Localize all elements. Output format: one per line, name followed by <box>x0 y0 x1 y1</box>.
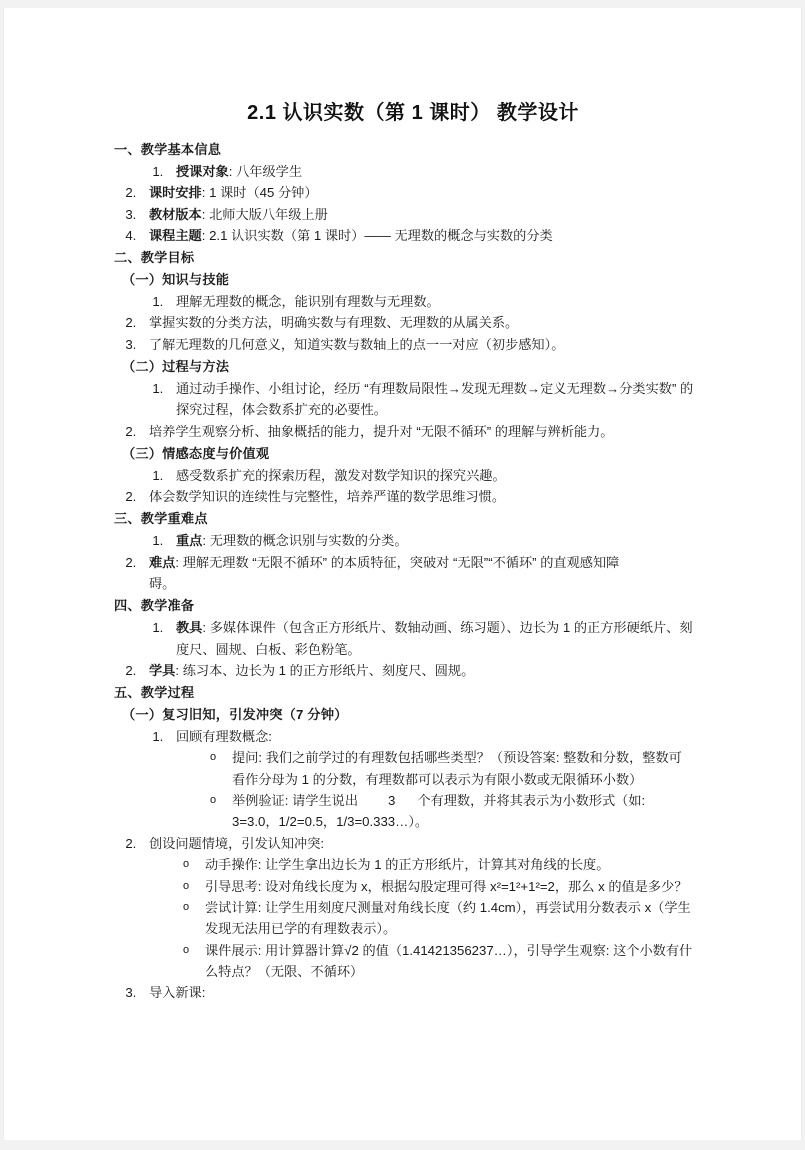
subitem-text-before: 举例验证: 请学生说出 <box>232 793 359 809</box>
sub-list-item <box>206 790 694 833</box>
item-label: 难点 <box>149 554 176 570</box>
list-item: 1. 通过动手操作、小组讨论，经历 “有理数局限性→发现无理数→定义无理数→分类实数” 的探究过程，体会数系扩充的必要性。 <box>167 378 694 421</box>
item-label: 授课对象 <box>176 163 229 179</box>
item-label: 课时安排 <box>149 185 202 201</box>
document-content <box>114 100 694 1004</box>
list-item <box>167 617 694 660</box>
list-preparation <box>114 617 694 681</box>
list-knowledge-skills <box>114 291 694 355</box>
subsection-heading-knowledge-skills: （一）知识与技能 <box>122 272 230 288</box>
list-item: 2. 体会数学知识的连续性与完整性，培养严谨的数学思维习惯。 <box>140 486 694 507</box>
list-item <box>140 660 694 681</box>
section-heading-teaching-process: 五、教学过程 <box>114 685 195 701</box>
subsection-heading-review: （一）复习旧知，引发冲突（7 分钟） <box>122 707 348 723</box>
sub-list-item: o 尝试计算: 让学生用刻度尺测量对角线长度（约 1.4cm），再尝试用分数表示 x（学生发现无法用已学的有理数表示）。 <box>179 897 694 940</box>
document-page <box>3 8 802 1140</box>
list-item <box>140 552 694 573</box>
subsection-heading-attitude-values: （三）情感态度与价值观 <box>122 445 270 461</box>
list-item: 1. 感受数系扩充的探索历程，激发对数学知识的探究兴趣。 <box>167 465 694 486</box>
list-attitude-values <box>114 465 694 508</box>
item-text: : 1 课时（45 分钟） <box>201 185 318 201</box>
list-item <box>140 833 694 983</box>
list-process-method <box>114 378 694 442</box>
item-text: 创设问题情境，引发认知冲突: <box>149 835 325 851</box>
section-heading-objectives: 二、教学目标 <box>114 250 195 266</box>
item-label: 课程主题 <box>149 227 202 243</box>
list-teaching-process <box>114 726 694 1004</box>
section-heading-key-points: 三、教学重难点 <box>114 511 208 527</box>
sub-list-item: o 引导思考: 设对角线长度为 x，根据勾股定理可得 x²=1²+1²=2，那么 x 的值是多少？ <box>179 876 694 897</box>
item-text: : 多媒体课件（包含正方形纸片、数轴动画、练习题）、边长为 1 的正方形硬纸片、刻度尺、圆规、白板、彩色粉笔。 <box>176 620 693 657</box>
subitem-blank-value: 3 <box>388 793 396 809</box>
item-continuation: 碍。 <box>149 576 176 592</box>
item-text: : 理解无理数 “无限不循环” 的本质特征，突破对 “无限”“不循环” 的直观感知障 <box>175 554 620 570</box>
item-text: : 无理数的概念识别与实数的分类。 <box>202 533 408 549</box>
item-label: 教材版本 <box>149 206 202 222</box>
item-text: : 北师大版八年级上册 <box>201 206 328 222</box>
list-item <box>167 161 694 182</box>
section-heading-basic-info: 一、教学基本信息 <box>114 142 222 157</box>
item-text: : 八年级学生 <box>228 163 303 179</box>
subsection-heading-process-method: （二）过程与方法 <box>122 359 230 375</box>
sublist-problem-situation <box>149 854 694 982</box>
item-text: : 2.1 认识实数（第 1 课时）—— 无理数的概念与实数的分类 <box>201 227 553 243</box>
item-label: 教具 <box>176 620 203 636</box>
list-item <box>140 204 694 225</box>
sub-list-item: o 提问: 我们之前学过的有理数包括哪些类型？（预设答案: 整数和分数，整数可看作分母为 1 的分数，有理数都可以表示为有限小数或无限循环小数） <box>206 747 694 790</box>
list-item: 3. 了解无理数的几何意义，知道实数与数轴上的点一一对应（初步感知）。 <box>140 334 694 355</box>
item-text: : 练习本、边长为 1 的正方形纸片、刻度尺、圆规。 <box>175 662 475 678</box>
list-key-points <box>114 530 694 594</box>
list-item: 2. 掌握实数的分类方法，明确实数与有理数、无理数的从属关系。 <box>140 312 694 333</box>
list-item <box>167 530 694 551</box>
item-label: 学具 <box>149 662 176 678</box>
item-label: 重点 <box>176 533 203 549</box>
list-item <box>140 182 694 203</box>
list-item: 1. 理解无理数的概念，能识别有理数与无理数。 <box>167 291 694 312</box>
sublist-review-rational <box>176 747 694 833</box>
list-item: 2. 培养学生观察分析、抽象概括的能力，提升对 “无限不循环” 的理解与辨析能力。 <box>140 421 694 442</box>
section-heading-preparation: 四、教学准备 <box>114 598 195 614</box>
page-title: 2.1 认识实数（第 1 课时） 教学设计 <box>247 102 579 124</box>
item-text: 回顾有理数概念: <box>176 728 272 744</box>
list-item <box>167 726 694 833</box>
list-item: 3. 导入新课: <box>140 982 694 1003</box>
sub-list-item: o 动手操作: 让学生拿出边长为 1 的正方形纸片，计算其对角线的长度。 <box>179 854 694 875</box>
list-basic-info <box>114 161 694 247</box>
sub-list-item: o 课件展示: 用计算器计算√2 的值（1.41421356237…），引导学生观察: 这个小数有什么特点？（无限、不循环） <box>179 940 694 983</box>
subitem-text-after: 个有理数，并将其表示为小数形式（如: 3=3.0，1/2=0.5，1/3=0.333…）。 <box>232 793 646 830</box>
list-item <box>140 225 694 246</box>
